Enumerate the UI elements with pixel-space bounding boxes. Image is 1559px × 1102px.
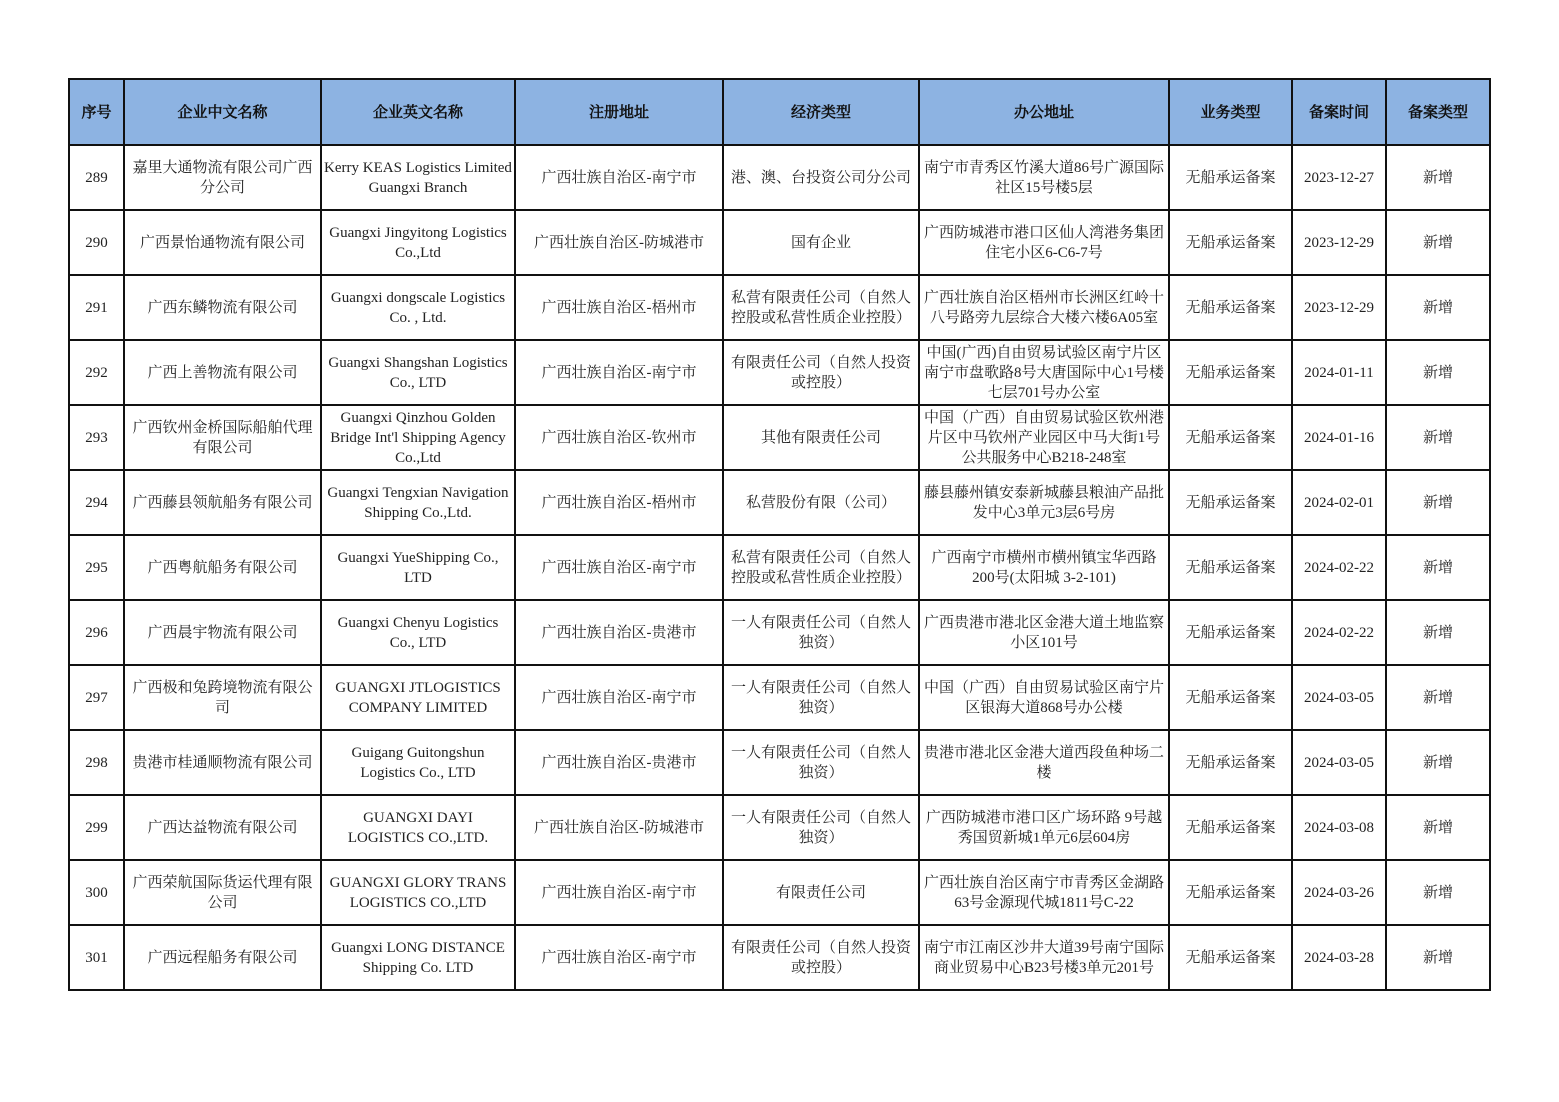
header-row (69, 79, 1490, 145)
cell-company-cn-name: 广西荣航国际货运代理有限公司 (124, 860, 321, 925)
cell-economic-type: 一人有限责任公司（自然人独资） (723, 600, 919, 665)
header-office-address: 办公地址 (919, 79, 1169, 145)
cell-filing-date: 2024-01-11 (1292, 340, 1386, 405)
table-body (69, 145, 1490, 990)
cell-economic-type: 有限责任公司 (723, 860, 919, 925)
cell-filing-type: 新增 (1386, 535, 1490, 600)
cell-registered-address: 广西壮族自治区-梧州市 (515, 470, 723, 535)
cell-serial-number: 299 (69, 795, 124, 860)
cell-filing-type: 新增 (1386, 795, 1490, 860)
cell-economic-type: 其他有限责任公司 (723, 405, 919, 470)
cell-serial-number: 297 (69, 665, 124, 730)
cell-filing-date: 2024-02-01 (1292, 470, 1386, 535)
cell-filing-date: 2023-12-29 (1292, 275, 1386, 340)
cell-registered-address: 广西壮族自治区-南宁市 (515, 925, 723, 990)
cell-company-en-name: Guangxi YueShipping Co., LTD (321, 535, 515, 600)
cell-registered-address: 广西壮族自治区-南宁市 (515, 860, 723, 925)
cell-company-cn-name: 贵港市桂通顺物流有限公司 (124, 730, 321, 795)
cell-economic-type: 一人有限责任公司（自然人独资） (723, 665, 919, 730)
cell-company-cn-name: 广西景怡通物流有限公司 (124, 210, 321, 275)
cell-economic-type: 国有企业 (723, 210, 919, 275)
cell-company-cn-name: 广西钦州金桥国际船舶代理有限公司 (124, 405, 321, 470)
cell-registered-address: 广西壮族自治区-梧州市 (515, 275, 723, 340)
cell-serial-number: 296 (69, 600, 124, 665)
cell-filing-type: 新增 (1386, 860, 1490, 925)
cell-company-en-name: Guangxi LONG DISTANCE Shipping Co. LTD (321, 925, 515, 990)
cell-filing-date: 2024-03-28 (1292, 925, 1386, 990)
cell-company-en-name: Guangxi Chenyu Logistics Co., LTD (321, 600, 515, 665)
header-company-cn-name: 企业中文名称 (124, 79, 321, 145)
table-row (69, 275, 1490, 340)
cell-registered-address: 广西壮族自治区-防城港市 (515, 210, 723, 275)
cell-filing-type: 新增 (1386, 665, 1490, 730)
header-economic-type: 经济类型 (723, 79, 919, 145)
cell-filing-date: 2024-03-05 (1292, 665, 1386, 730)
cell-filing-date: 2023-12-29 (1292, 210, 1386, 275)
cell-filing-type: 新增 (1386, 470, 1490, 535)
cell-filing-type: 新增 (1386, 275, 1490, 340)
cell-serial-number: 290 (69, 210, 124, 275)
cell-serial-number: 301 (69, 925, 124, 990)
table-row (69, 665, 1490, 730)
cell-business-type: 无船承运备案 (1169, 210, 1292, 275)
cell-economic-type: 有限责任公司（自然人投资或控股） (723, 340, 919, 405)
cell-company-en-name: Guangxi Jingyitong Logistics Co.,Ltd (321, 210, 515, 275)
cell-business-type: 无船承运备案 (1169, 925, 1292, 990)
cell-company-cn-name: 广西粤航船务有限公司 (124, 535, 321, 600)
table-row (69, 795, 1490, 860)
cell-filing-type: 新增 (1386, 405, 1490, 470)
cell-office-address: 南宁市江南区沙井大道39号南宁国际商业贸易中心B23号楼3单元201号 (919, 925, 1169, 990)
cell-office-address: 广西防城港市港口区仙人湾港务集团住宅小区6-C6-7号 (919, 210, 1169, 275)
cell-economic-type: 港、澳、台投资公司分公司 (723, 145, 919, 210)
header-filing-type: 备案类型 (1386, 79, 1490, 145)
table-row (69, 405, 1490, 470)
cell-filing-date: 2024-03-26 (1292, 860, 1386, 925)
cell-registered-address: 广西壮族自治区-贵港市 (515, 730, 723, 795)
table-row (69, 860, 1490, 925)
cell-serial-number: 289 (69, 145, 124, 210)
cell-registered-address: 广西壮族自治区-贵港市 (515, 600, 723, 665)
cell-business-type: 无船承运备案 (1169, 665, 1292, 730)
cell-company-en-name: Guigang Guitongshun Logistics Co., LTD (321, 730, 515, 795)
cell-serial-number: 293 (69, 405, 124, 470)
cell-company-en-name: Guangxi Qinzhou Golden Bridge Int'l Shipping Agency Co.,Ltd (321, 405, 515, 470)
cell-economic-type: 私营股份有限（公司） (723, 470, 919, 535)
cell-company-en-name: GUANGXI JTLOGISTICS COMPANY LIMITED (321, 665, 515, 730)
cell-filing-type: 新增 (1386, 730, 1490, 795)
cell-office-address: 广西南宁市横州市横州镇宝华西路200号(太阳城 3-2-101) (919, 535, 1169, 600)
cell-registered-address: 广西壮族自治区-防城港市 (515, 795, 723, 860)
cell-serial-number: 292 (69, 340, 124, 405)
cell-filing-date: 2024-01-16 (1292, 405, 1386, 470)
cell-office-address: 南宁市青秀区竹溪大道86号广源国际社区15号楼5层 (919, 145, 1169, 210)
cell-filing-date: 2024-02-22 (1292, 535, 1386, 600)
cell-filing-date: 2024-03-08 (1292, 795, 1386, 860)
cell-company-en-name: Guangxi dongscale Logistics Co. , Ltd. (321, 275, 515, 340)
cell-registered-address: 广西壮族自治区-南宁市 (515, 665, 723, 730)
filing-table (68, 78, 1491, 991)
cell-economic-type: 私营有限责任公司（自然人控股或私营性质企业控股） (723, 275, 919, 340)
cell-company-cn-name: 广西藤县领航船务有限公司 (124, 470, 321, 535)
cell-business-type: 无船承运备案 (1169, 145, 1292, 210)
cell-company-cn-name: 嘉里大通物流有限公司广西分公司 (124, 145, 321, 210)
header-company-en-name: 企业英文名称 (321, 79, 515, 145)
cell-business-type: 无船承运备案 (1169, 340, 1292, 405)
cell-office-address: 中国（广西）自由贸易试验区南宁片区银海大道868号办公楼 (919, 665, 1169, 730)
cell-economic-type: 一人有限责任公司（自然人独资） (723, 795, 919, 860)
header-registered-address: 注册地址 (515, 79, 723, 145)
cell-company-cn-name: 广西远程船务有限公司 (124, 925, 321, 990)
header-filing-date: 备案时间 (1292, 79, 1386, 145)
cell-filing-type: 新增 (1386, 600, 1490, 665)
table-row (69, 600, 1490, 665)
table-row (69, 210, 1490, 275)
cell-business-type: 无船承运备案 (1169, 795, 1292, 860)
cell-serial-number: 294 (69, 470, 124, 535)
cell-company-en-name: Guangxi Tengxian Navigation Shipping Co.,Ltd. (321, 470, 515, 535)
cell-serial-number: 291 (69, 275, 124, 340)
header-serial-number: 序号 (69, 79, 124, 145)
cell-filing-type: 新增 (1386, 925, 1490, 990)
cell-business-type: 无船承运备案 (1169, 860, 1292, 925)
cell-serial-number: 295 (69, 535, 124, 600)
cell-company-en-name: Kerry KEAS Logistics Limited Guangxi Branch (321, 145, 515, 210)
cell-company-en-name: GUANGXI DAYI LOGISTICS CO.,LTD. (321, 795, 515, 860)
cell-company-cn-name: 广西晨宇物流有限公司 (124, 600, 321, 665)
cell-office-address: 广西壮族自治区南宁市青秀区金湖路63号金源现代城1811号C-22 (919, 860, 1169, 925)
header-business-type: 业务类型 (1169, 79, 1292, 145)
cell-office-address: 广西贵港市港北区金港大道土地监察小区101号 (919, 600, 1169, 665)
cell-business-type: 无船承运备案 (1169, 275, 1292, 340)
cell-registered-address: 广西壮族自治区-南宁市 (515, 535, 723, 600)
cell-economic-type: 一人有限责任公司（自然人独资） (723, 730, 919, 795)
cell-economic-type: 私营有限责任公司（自然人控股或私营性质企业控股） (723, 535, 919, 600)
table-row (69, 925, 1490, 990)
cell-registered-address: 广西壮族自治区-钦州市 (515, 405, 723, 470)
cell-office-address: 中国（广西）自由贸易试验区钦州港片区中马钦州产业园区中马大街1号公共服务中心B218-248室 (919, 405, 1169, 470)
cell-registered-address: 广西壮族自治区-南宁市 (515, 145, 723, 210)
cell-office-address: 广西壮族自治区梧州市长洲区红岭十八号路旁九层综合大楼六楼6A05室 (919, 275, 1169, 340)
table-row (69, 535, 1490, 600)
cell-filing-type: 新增 (1386, 210, 1490, 275)
cell-filing-type: 新增 (1386, 145, 1490, 210)
cell-company-en-name: GUANGXI GLORY TRANS LOGISTICS CO.,LTD (321, 860, 515, 925)
cell-filing-type: 新增 (1386, 340, 1490, 405)
cell-office-address: 贵港市港北区金港大道西段鱼种场二楼 (919, 730, 1169, 795)
table-row (69, 730, 1490, 795)
cell-business-type: 无船承运备案 (1169, 535, 1292, 600)
cell-serial-number: 300 (69, 860, 124, 925)
cell-business-type: 无船承运备案 (1169, 600, 1292, 665)
cell-filing-date: 2024-02-22 (1292, 600, 1386, 665)
cell-company-cn-name: 广西极和兔跨境物流有限公司 (124, 665, 321, 730)
table-row (69, 470, 1490, 535)
cell-economic-type: 有限责任公司（自然人投资或控股） (723, 925, 919, 990)
cell-office-address: 中国(广西)自由贸易试验区南宁片区南宁市盘歌路8号大唐国际中心1号楼七层701号办公室 (919, 340, 1169, 405)
cell-company-cn-name: 广西达益物流有限公司 (124, 795, 321, 860)
table-row (69, 145, 1490, 210)
cell-office-address: 广西防城港市港口区广场环路 9号越秀国贸新城1单元6层604房 (919, 795, 1169, 860)
cell-company-cn-name: 广西上善物流有限公司 (124, 340, 321, 405)
cell-company-cn-name: 广西东鳞物流有限公司 (124, 275, 321, 340)
cell-serial-number: 298 (69, 730, 124, 795)
cell-registered-address: 广西壮族自治区-南宁市 (515, 340, 723, 405)
cell-company-en-name: Guangxi Shangshan Logistics Co., LTD (321, 340, 515, 405)
cell-office-address: 藤县藤州镇安泰新城藤县粮油产品批发中心3单元3层6号房 (919, 470, 1169, 535)
cell-filing-date: 2024-03-05 (1292, 730, 1386, 795)
table-row (69, 340, 1490, 405)
cell-business-type: 无船承运备案 (1169, 405, 1292, 470)
cell-filing-date: 2023-12-27 (1292, 145, 1386, 210)
cell-business-type: 无船承运备案 (1169, 470, 1292, 535)
cell-business-type: 无船承运备案 (1169, 730, 1292, 795)
